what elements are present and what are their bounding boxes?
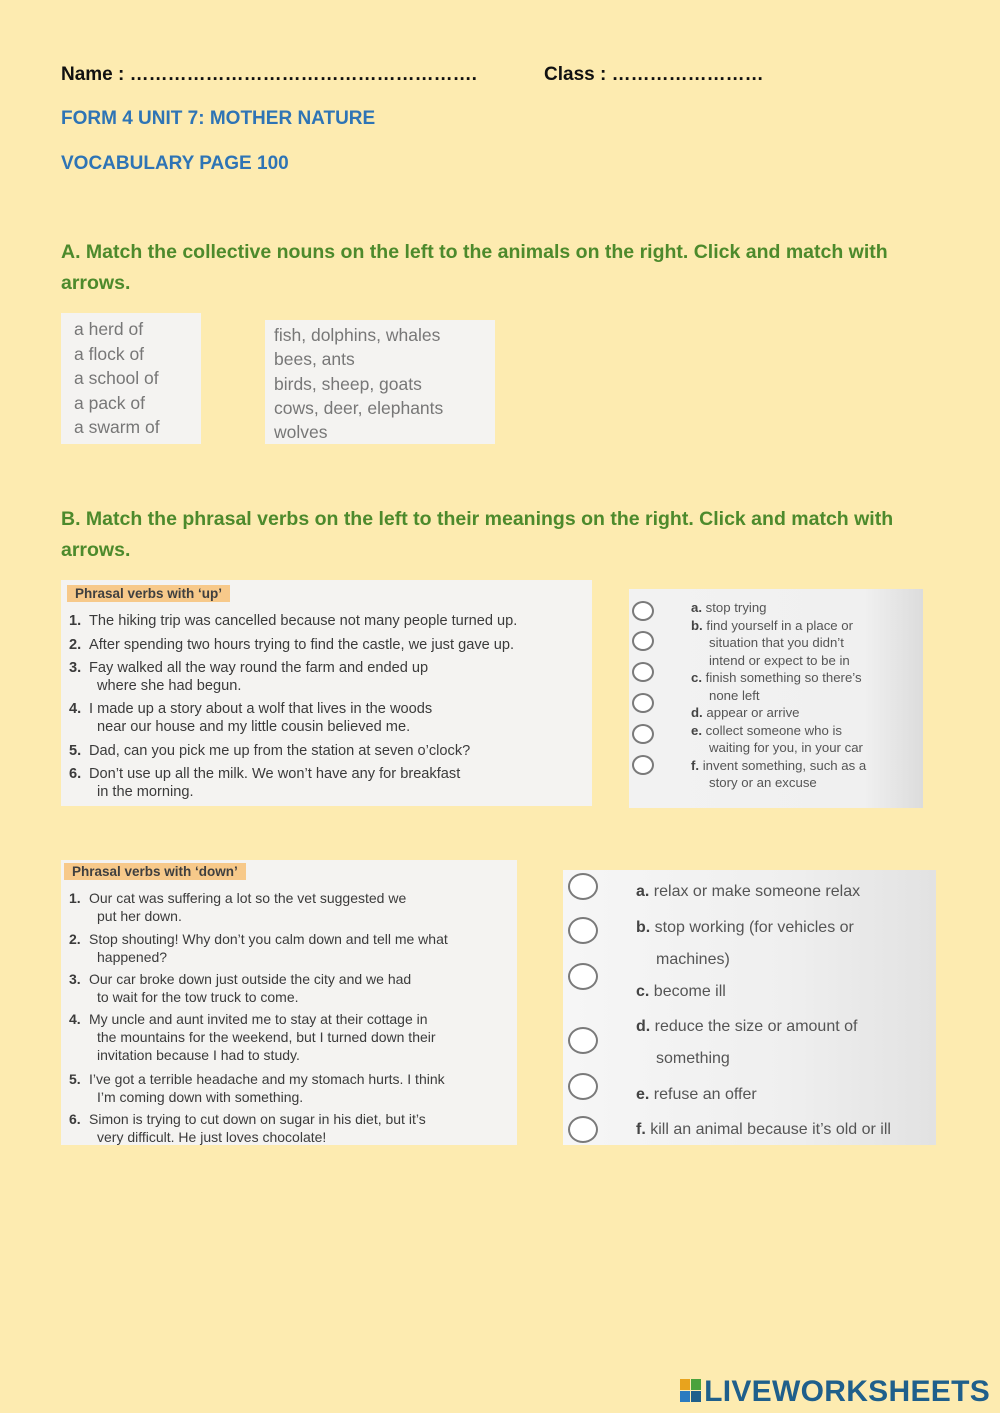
match-circle[interactable] <box>632 724 654 744</box>
down-meanings-list: a. relax or make someone relax b. stop working (for vehicles or machines) c. become ill d. reduce the size or amount of something e. refuse an offer f. kill an animal because it’s old or ill <box>636 883 891 1138</box>
up-sentence: 3. Fay walked all the way round the farm and ended up where she had begun. <box>69 660 429 694</box>
match-circle[interactable] <box>568 1027 598 1054</box>
up-label: Phrasal verbs with ‘up’ <box>67 585 230 602</box>
up-sentence: 4. I made up a story about a wolf that lives in the woods near our house and my little cousin believed me. <box>69 701 433 735</box>
down-sentence: 4. My uncle and aunt invited me to stay at their cottage in the mountains for the weekend, but I turned down their invitation because I had to study. <box>69 1011 436 1063</box>
class-field: Class : …………………… <box>544 64 764 85</box>
down-label: Phrasal verbs with ‘down’ <box>64 863 246 880</box>
match-circle[interactable] <box>568 873 598 900</box>
down-meanings-panel <box>563 870 936 1145</box>
up-sentence: 6. Don’t use up all the milk. We won’t have any for breakfast in the morning. <box>69 766 461 800</box>
match-circle[interactable] <box>632 631 654 651</box>
page-title: FORM 4 UNIT 7: MOTHER NATURE <box>61 108 376 129</box>
noun-item[interactable]: a school of <box>74 368 159 388</box>
match-circle[interactable] <box>632 755 654 775</box>
match-circle[interactable] <box>632 693 654 713</box>
match-circle[interactable] <box>632 662 654 682</box>
logo-mark-icon <box>680 1379 702 1403</box>
section-b-instruction: B. Match the phrasal verbs on the left to their meanings on the right. Click and match with arrows. <box>61 508 894 561</box>
name-field: Name : ………………………………………………. <box>61 64 477 85</box>
phrasal-verbs-down-panel <box>61 860 517 1145</box>
up-sentence: 1. The hiking trip was cancelled because not many people turned up. <box>69 613 518 629</box>
match-circle[interactable] <box>568 917 598 944</box>
down-sentence: 2. Stop shouting! Why don’t you calm down and tell me what happened? <box>69 931 448 965</box>
down-sentence: 6. Simon is trying to cut down on sugar in his diet, but it’s very difficult. He just loves chocolate! <box>69 1111 426 1145</box>
up-sentence: 2. After spending two hours trying to find the castle, we just gave up. <box>69 637 515 653</box>
noun-item[interactable]: a flock of <box>74 343 145 364</box>
page-subtitle: VOCABULARY PAGE 100 <box>61 153 289 174</box>
down-sentence: 5. I’ve got a terrible headache and my stomach hurts. I think I’m coming down with something. <box>69 1071 445 1105</box>
animal-item[interactable]: wolves <box>274 422 328 443</box>
noun-item[interactable]: a swarm of <box>74 417 160 437</box>
match-circle[interactable] <box>632 601 654 621</box>
section-a-instruction: A. Match the collective nouns on the left to the animals on the right. Click and match with arrows. <box>61 241 888 294</box>
up-sentence: 5. Dad, can you pick me up from the station at seven o’clock? <box>69 743 471 759</box>
match-circle[interactable] <box>568 1073 598 1100</box>
up-meanings-list: a. stop trying b. find yourself in a place or situation that you didn’t intend or expect to be in c. finish something so there’s none left d. appear or arrive e. collect someone who is waiting for you, in your car f. invent something, such as a story or an excuse <box>691 600 867 790</box>
animal-item[interactable]: cows, deer, elephants <box>274 397 444 418</box>
noun-item[interactable]: a herd of <box>74 319 144 339</box>
animal-item[interactable]: birds, sheep, goats <box>274 373 422 394</box>
collective-nouns-list <box>61 313 201 444</box>
match-circle[interactable] <box>568 963 598 990</box>
animals-list <box>265 320 495 444</box>
noun-item[interactable]: a pack of <box>74 392 146 413</box>
animal-item[interactable]: bees, ants <box>274 349 355 370</box>
down-sentence: 3. Our car broke down just outside the city and we had to wait for the tow truck to come. <box>69 971 412 1005</box>
down-sentence: 1. Our cat was suffering a lot so the vet suggested we put her down. <box>69 890 407 924</box>
up-meanings-panel <box>629 589 923 808</box>
phrasal-verbs-up-panel <box>61 580 592 806</box>
animal-item[interactable]: fish, dolphins, whales <box>274 325 441 345</box>
match-circle[interactable] <box>568 1116 598 1143</box>
liveworksheets-logo: LIVEWORKSHEETS <box>680 1375 990 1409</box>
